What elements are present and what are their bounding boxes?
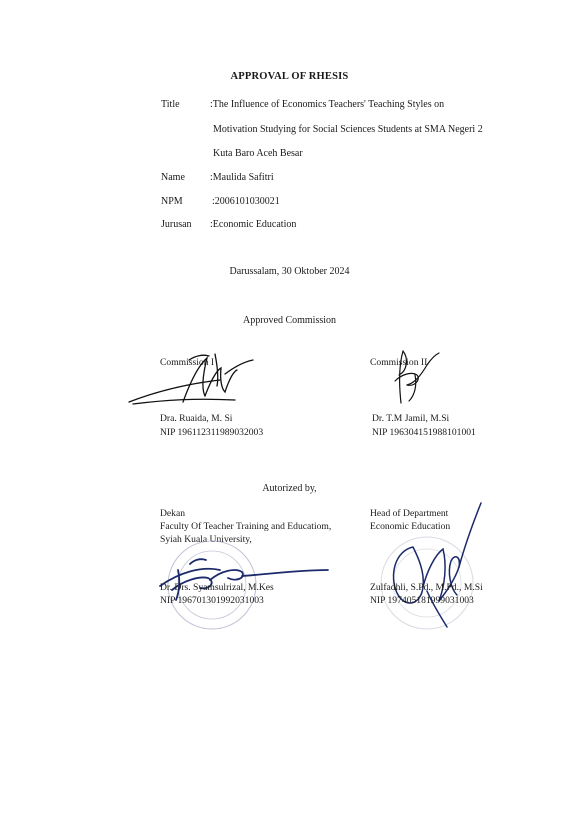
name-value: :Maulida Safitri [210, 172, 274, 183]
head-name: Zulfadhli, S.Pd., M.Pd., M.Si [370, 582, 483, 593]
place-date: Darussalam, 30 Oktober 2024 [229, 266, 350, 277]
commission-1-name: Dra. Ruaida, M. Si [160, 413, 233, 424]
dean-faculty: Faculty Of Teacher Training and Educatiom, [160, 521, 332, 532]
commission-2-signature [385, 345, 445, 410]
name-label: Name [161, 172, 185, 183]
dean-university: Syiah Kuala University, [160, 534, 252, 545]
commission-2-nip: NIP 196304151988101001 [372, 427, 476, 438]
head-title: Head of Department [370, 508, 449, 519]
title-line-2: Motivation Studying for Social Sciences Students at SMA Negeri 2 [213, 124, 483, 135]
dean-nip: NIP 196701301992031003 [160, 595, 264, 606]
commission-2-name: Dr. T.M Jamil, M.Si [372, 413, 450, 424]
dean-name: Dr. Drs. Syamsulrizal, M.Kes [160, 582, 274, 593]
head-stamp-signature [355, 495, 495, 635]
commission-1-nip: NIP 196112311989032003 [160, 427, 264, 438]
commission-1-title: Commission I [160, 357, 215, 368]
head-department: Economic Education [370, 521, 451, 532]
authorized-label: Autorized by, [262, 483, 317, 494]
jurusan-value: :Economic Education [210, 219, 297, 230]
jurusan-label: Jurusan [161, 219, 192, 230]
commission-1-signature [125, 340, 265, 420]
document-heading: APPROVAL OF RHESIS [230, 71, 349, 82]
commission-2-title: Commission II [370, 357, 428, 368]
dean-title: Dekan [160, 508, 186, 519]
approved-commission-label: Approved Commission [242, 315, 337, 326]
npm-value: :2006101030021 [212, 196, 280, 207]
title-line-3: Kuta Baro Aceh Besar [213, 148, 303, 159]
head-nip: NIP 197405181999031003 [370, 595, 474, 606]
title-line-1: :The Influence of Economics Teachers' Teaching Styles on [210, 99, 445, 110]
title-label: Title [161, 99, 180, 110]
npm-label: NPM [161, 196, 183, 207]
